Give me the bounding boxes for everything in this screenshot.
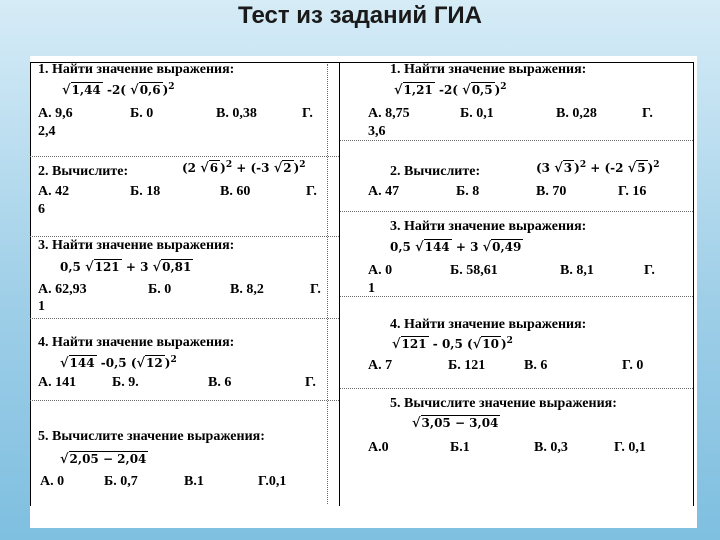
guide-line bbox=[340, 388, 693, 389]
answer-c: В. 6 bbox=[524, 358, 548, 373]
answer-d: Г. bbox=[310, 282, 321, 297]
answer-c: В. 0,28 bbox=[556, 106, 597, 121]
answer-d: Г. bbox=[306, 184, 317, 199]
answer-b: Б. 0,7 bbox=[104, 474, 138, 489]
answer-b: Б.1 bbox=[450, 440, 470, 455]
task-question: 4. Найти значение выражения: bbox=[38, 335, 235, 350]
table-left-border bbox=[30, 62, 31, 506]
answer-b: Б. 9. bbox=[112, 375, 139, 390]
test-sheet bbox=[30, 56, 697, 528]
task-question: 3. Найти значение выражения: bbox=[38, 238, 235, 253]
answer-d: Г. bbox=[305, 375, 316, 390]
page-title: Тест из заданий ГИА bbox=[237, 2, 483, 29]
task-expression: √121 - 0,5 (√10 )$^2$ bbox=[392, 336, 513, 352]
task-expression: √144 -0,5 (√12 )$^2$ bbox=[60, 355, 177, 371]
answer-d: Г.0,1 bbox=[258, 474, 287, 489]
answer-c: В. 70 bbox=[536, 184, 567, 199]
answer-d: Г. bbox=[644, 263, 655, 278]
answer-a: А. 42 bbox=[38, 184, 70, 199]
table-right-border bbox=[693, 62, 694, 506]
answer-b: Б. 121 bbox=[448, 358, 486, 373]
answer-b: Б. 58,61 bbox=[450, 263, 498, 278]
task-question: 5. Вычислите значение выражения: bbox=[390, 396, 617, 411]
answer-c: В. 0,3 bbox=[534, 440, 568, 455]
task-expression: √3,05 − 3,04 bbox=[412, 416, 499, 431]
answer-d: Г. 0,1 bbox=[614, 440, 646, 455]
answer-a: А. 47 bbox=[368, 184, 400, 199]
answer-a: А. 7 bbox=[368, 358, 393, 373]
answer-d: Г. 0 bbox=[622, 358, 644, 373]
answer-b: Б. 18 bbox=[130, 184, 161, 199]
answer-d-value: 1 bbox=[368, 281, 375, 296]
answer-c: В. 8,1 bbox=[560, 263, 594, 278]
guide-line bbox=[340, 296, 693, 297]
task-question: 2. Вычислите: bbox=[390, 164, 481, 179]
answer-b: Б. 0 bbox=[148, 282, 172, 297]
answer-d: Г. 16 bbox=[618, 184, 647, 199]
answer-d: Г. bbox=[642, 106, 653, 121]
answer-a: А. 8,75 bbox=[368, 106, 410, 121]
task-expression: √2,05 − 2,04 bbox=[60, 452, 147, 467]
answer-a: А. 0 bbox=[40, 474, 65, 489]
task-question: 3. Найти значение выражения: bbox=[390, 219, 587, 234]
task-question: 5. Вычислите значение выражения: bbox=[38, 429, 265, 444]
task-question: 2. Вычислите: bbox=[38, 164, 129, 179]
guide-line bbox=[30, 236, 339, 237]
answer-c: В. 8,2 bbox=[230, 282, 264, 297]
answer-a: А. 62,93 bbox=[38, 282, 87, 297]
guide-line bbox=[327, 64, 328, 504]
task-expression: (3 √3 )$^2$ + (-2 √5 )$^2$ bbox=[536, 160, 660, 176]
answer-a: А.0 bbox=[368, 440, 389, 455]
answer-d: Г. bbox=[302, 106, 313, 121]
answer-b: Б. 8 bbox=[456, 184, 480, 199]
answer-c: В. 6 bbox=[208, 375, 232, 390]
table-center-divider bbox=[339, 62, 340, 506]
guide-line bbox=[30, 318, 339, 319]
answer-a: А. 9,6 bbox=[38, 106, 73, 121]
answer-b: Б. 0 bbox=[130, 106, 154, 121]
answer-a: А. 141 bbox=[38, 375, 77, 390]
guide-line bbox=[30, 400, 339, 401]
task-question: 4. Найти значение выражения: bbox=[390, 317, 587, 332]
answer-b: Б. 0,1 bbox=[460, 106, 494, 121]
answer-d-value: 6 bbox=[38, 202, 45, 217]
task-expression: (2 √6 )$^2$ + (-3 √2 )$^2$ bbox=[182, 160, 306, 176]
task-expression: √1,21 -2( √0,5 )$^2$ bbox=[394, 82, 507, 98]
task-expression: 0,5 √144 + 3 √0,49 bbox=[390, 240, 522, 255]
answer-d-value: 3,6 bbox=[368, 124, 386, 139]
guide-line bbox=[30, 156, 339, 157]
task-question: 1. Найти значение выражения: bbox=[390, 62, 587, 77]
answer-c: В.1 bbox=[184, 474, 204, 489]
guide-line bbox=[340, 140, 693, 141]
answer-a: А. 0 bbox=[368, 263, 393, 278]
answer-c: В. 60 bbox=[220, 184, 251, 199]
answer-d-value: 2,4 bbox=[38, 124, 56, 139]
task-expression: √1,44 -2( √0,6 )$^2$ bbox=[62, 82, 175, 98]
task-question: 1. Найти значение выражения: bbox=[38, 62, 235, 77]
answer-c: В. 0,38 bbox=[216, 106, 257, 121]
answer-d-value: 1 bbox=[38, 299, 45, 314]
task-expression: 0,5 √121 + 3 √0,81 bbox=[60, 260, 192, 275]
guide-line bbox=[340, 211, 693, 212]
